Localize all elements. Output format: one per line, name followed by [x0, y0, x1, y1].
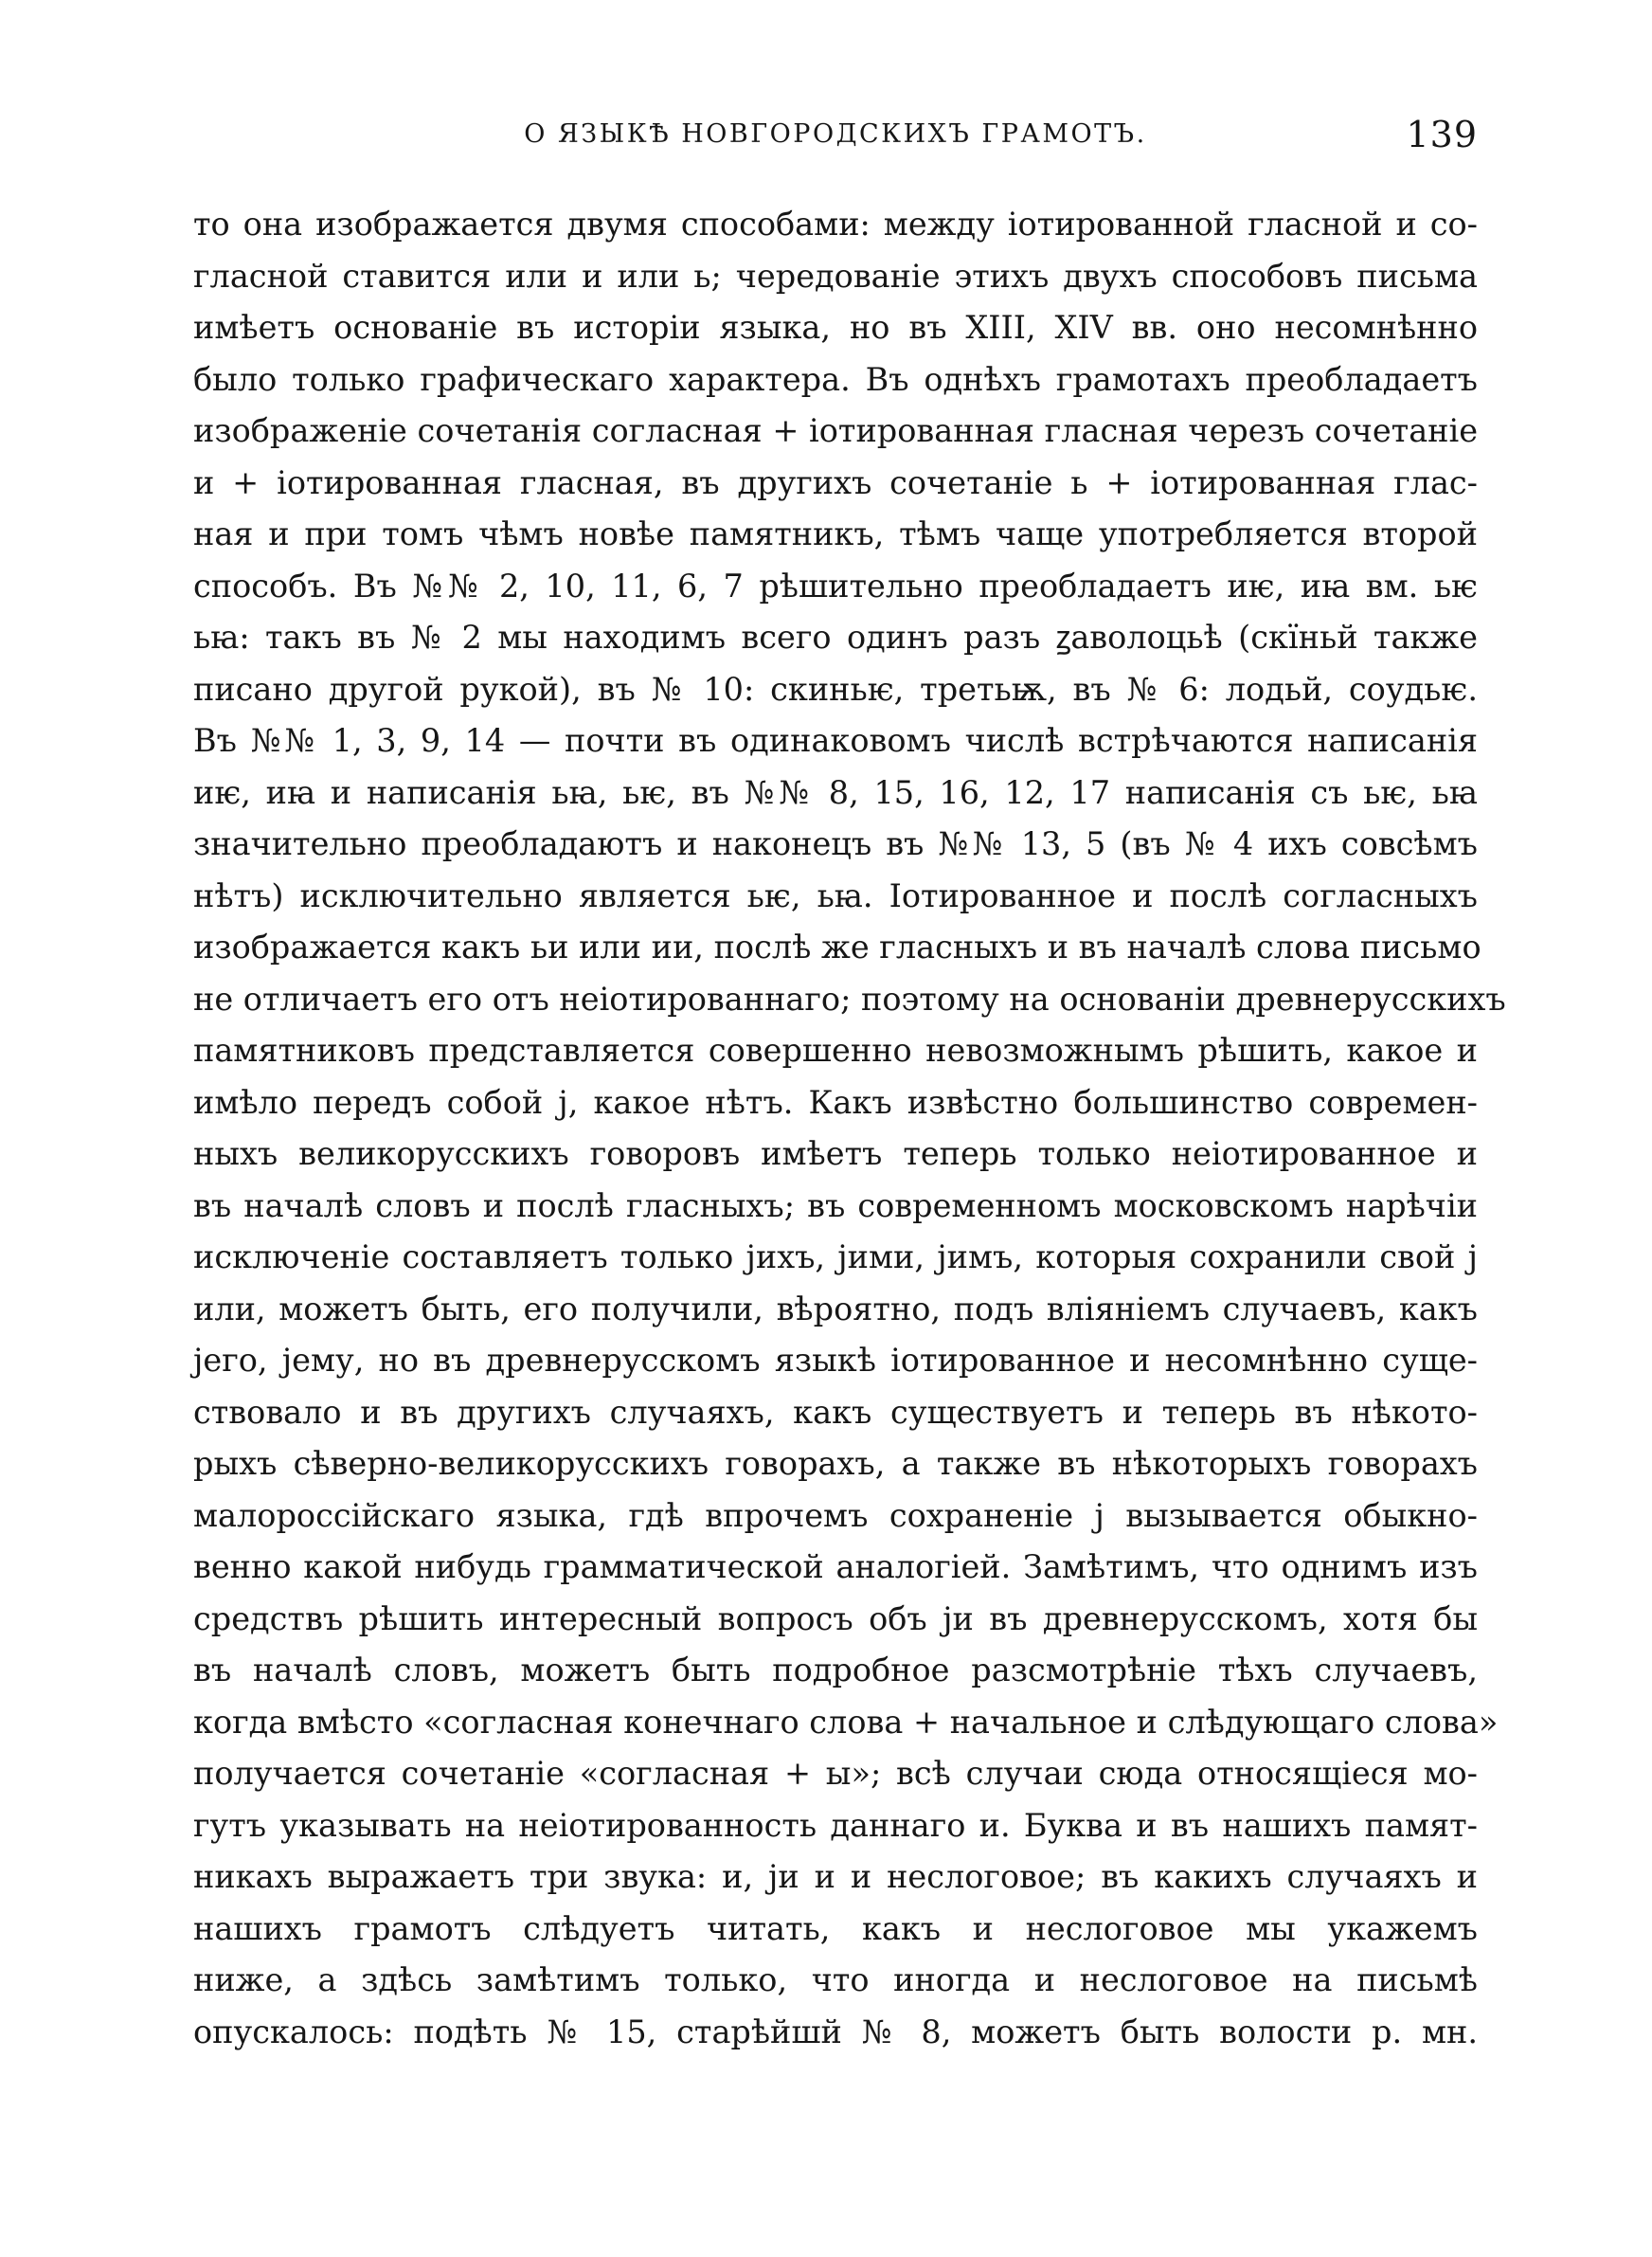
text-line: рыхъ сѣверно-великорусскихъ говорахъ, а также въ нѣкоторыхъ говорахъ — [193, 1445, 1478, 1482]
text-line: никахъ выражаетъ три звука: и, jи и и неслоговое; въ какихъ случаяхъ и — [193, 1858, 1478, 1895]
text-line: имѣетъ основаніе въ исторіи языка, но въ XIII, XIV вв. оно несомнѣнно — [193, 309, 1478, 346]
text-line: нашихъ грамотъ слѣдуетъ читать, какъ и неслоговое мы укажемъ — [193, 1909, 1478, 1947]
text-line: венно какой нибудь грамматической аналогіей. Замѣтимъ, что однимъ изъ — [193, 1548, 1478, 1585]
text-line: jего, jему, но въ древнерусскомъ языкѣ іотированное и несомнѣнно суще- — [193, 1342, 1478, 1379]
body-text — [193, 199, 1506, 2058]
text-line: средствъ рѣшить интересный вопросъ объ jи въ древнерусскомъ, хотя бы — [193, 1599, 1478, 1637]
text-line: получается сочетаніе «согласная + ы»; всѣ случаи сюда относящіеся мо- — [193, 1755, 1478, 1792]
text-line: ьꙗ: такъ въ № 2 мы находимъ всего одинъ разъ ꙁаволоцьѣ (скїньй также — [193, 619, 1478, 656]
text-line: ная и при томъ чѣмъ новѣе памятникъ, тѣмъ чаще употребляется второй — [193, 515, 1478, 552]
page-number: 139 — [1406, 114, 1478, 155]
text-line: ствовало и въ другихъ случаяхъ, какъ существуетъ и теперь въ нѣкото- — [193, 1393, 1478, 1431]
running-head — [193, 114, 1478, 161]
text-line: нѣтъ) исключительно является ьѥ, ьꙗ. Іотированное и послѣ согласныхъ — [193, 876, 1478, 914]
text-line: не отличаетъ его отъ неіотированнаго; поэтому на основаніи древнерусскихъ — [193, 980, 1506, 1018]
text-line: въ началѣ словъ и послѣ гласныхъ; въ современномъ московскомъ нарѣчіи — [193, 1186, 1478, 1224]
text-line: малороссійскаго языка, гдѣ впрочемъ сохраненіе j вызывается обыкно- — [193, 1496, 1478, 1534]
text-line: когда вмѣсто «согласная конечнаго слова + начальное и слѣдующаго слова» — [193, 1703, 1499, 1741]
text-line: опускалось: подѣть № 15, старѣйшй № 8, можетъ быть волости р. мн. — [193, 2013, 1478, 2050]
text-line: гласной ставится или и или ь; чередованіе этихъ двухъ способовъ письма — [193, 257, 1478, 295]
text-line: Въ №№ 1, 3, 9, 14 — почти въ одинаковомъ числѣ встрѣчаются написанія — [193, 722, 1478, 759]
running-title: О ЯЗЫКѢ НОВГОРОДСКИХЪ ГРАМОТЪ. — [524, 119, 1147, 149]
text-line: изображеніе сочетанія согласная + іотированная гласная черезъ сочетаніе — [193, 412, 1479, 449]
text-line: гутъ указывать на неіотированность даннаго и. Буква и въ нашихъ памят- — [193, 1806, 1478, 1844]
text-line: ниже, а здѣсь замѣтимъ только, что иногда и неслоговое на письмѣ — [193, 1961, 1478, 1998]
text-line: въ началѣ словъ, можетъ быть подробное разсмотрѣніе тѣхъ случаевъ, — [193, 1652, 1478, 1688]
text-line: способъ. Въ №№ 2, 10, 11, 6, 7 рѣшительно преобладаетъ иѥ, иꙗ вм. ьѥ — [193, 567, 1478, 605]
text-line: изображается какъ ьи или ии, послѣ же гласныхъ и въ началѣ слова письмо — [193, 929, 1481, 966]
text-line: или, можетъ быть, его получили, вѣроятно, подъ вліяніемъ случаевъ, какъ — [193, 1290, 1478, 1327]
text-line: писано другой рукой), въ № 10: скиньѥ, третьѭ, въ № 6: лодьй, соудьѥ. — [193, 670, 1478, 708]
text-line: значительно преобладаютъ и наконецъ въ №№ 13, 5 (въ № 4 ихъ совсѣмъ — [193, 825, 1478, 862]
text-line: иѥ, иꙗ и написанія ьꙗ, ьѥ, въ №№ 8, 15, 16, 12, 17 написанія съ ьѥ, ьꙗ — [193, 773, 1478, 811]
text-line: то она изображается двумя способами: между іотированной гласной и со- — [193, 206, 1478, 243]
text-line: ныхъ великорусскихъ говоровъ имѣетъ теперь только неіотированное и — [193, 1135, 1478, 1172]
text-line: имѣло передъ собой j, какое нѣтъ. Какъ извѣстно большинство современ- — [193, 1083, 1478, 1121]
text-line: исключеніе составляетъ только jихъ, jими, jимъ, которыя сохранили свой j — [193, 1238, 1478, 1275]
text-line: памятниковъ представляется совершенно невозможнымъ рѣшить, какое и — [193, 1032, 1478, 1069]
text-line: было только графическаго характера. Въ однѣхъ грамотахъ преобладаетъ — [193, 360, 1478, 398]
text-line: и + іотированная гласная, въ другихъ сочетаніе ь + іотированная глас- — [193, 463, 1478, 501]
